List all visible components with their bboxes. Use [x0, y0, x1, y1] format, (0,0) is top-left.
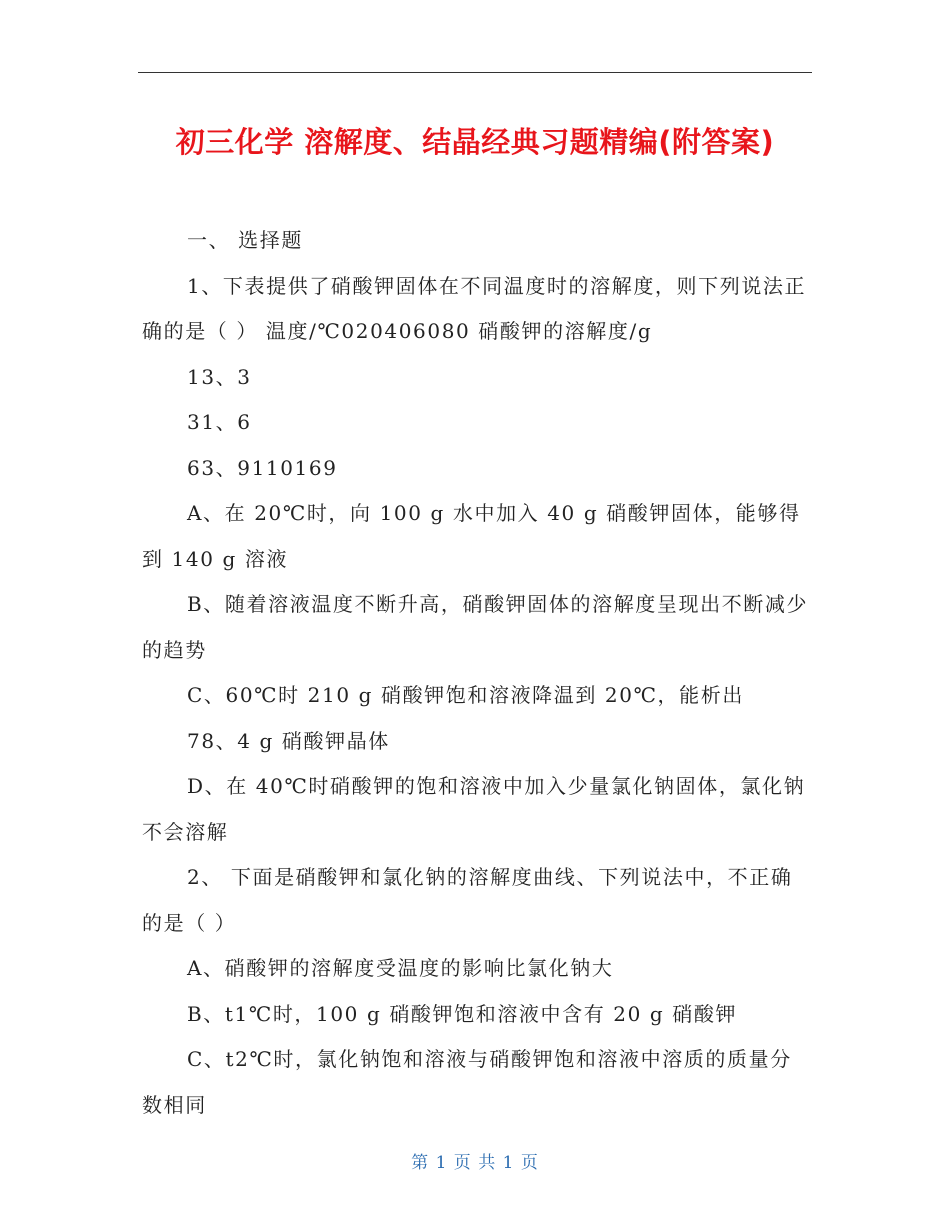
question-2-option-b: B、t1℃时，100 g 硝酸钾饱和溶液中含有 20 g 硝酸钾 — [187, 1001, 738, 1026]
question-2-option-c: C、t2℃时，氯化钠饱和溶液与硝酸钾饱和溶液中溶质的质量分数相同 — [142, 1047, 792, 1117]
table-value-line: 63、9110169 — [187, 455, 338, 480]
document-body — [142, 218, 810, 1128]
header-rule — [138, 72, 812, 73]
question-1-option-d: D、在 40℃时硝酸钾的饱和溶液中加入少量氯化钠固体，氯化钠不会溶解 — [142, 774, 806, 844]
question-1-option-c: C、60℃时 210 g 硝酸钾饱和溶液降温到 20℃，能析出 — [187, 683, 744, 707]
page-number-footer: 第 1 页 共 1 页 — [411, 1153, 539, 1173]
table-value-line: 13、3 — [187, 364, 252, 389]
question-1-option-b: B、随着溶液温度不断升高，硝酸钾固体的溶解度呈现出不断减少的趋势 — [142, 592, 809, 662]
table-value-line: 31、6 — [187, 410, 252, 434]
question-1-stem: 1、下表提供了硝酸钾固体在不同温度时的溶解度，则下列说法正确的是（ ） 温度/℃020406080 硝酸钾的溶解度/g — [142, 273, 807, 343]
question-2-stem: 2、 下面是硝酸钾和氯化钠的溶解度曲线、下列说法中，不正确的是（ ） — [142, 865, 793, 935]
document-title: 初三化学 溶解度、结晶经典习题精编(附答案) — [175, 125, 775, 159]
question-1-option-a: A、在 20℃时，向 100 g 水中加入 40 g 硝酸钾固体，能够得到 140 g 溶液 — [142, 501, 801, 571]
question-1-option-c-continued: 78、4 g 硝酸钾晶体 — [187, 728, 390, 753]
section-heading: 一、 选择题 — [187, 228, 303, 252]
question-2-option-a: A、硝酸钾的溶解度受温度的影响比氯化钠大 — [187, 956, 614, 980]
